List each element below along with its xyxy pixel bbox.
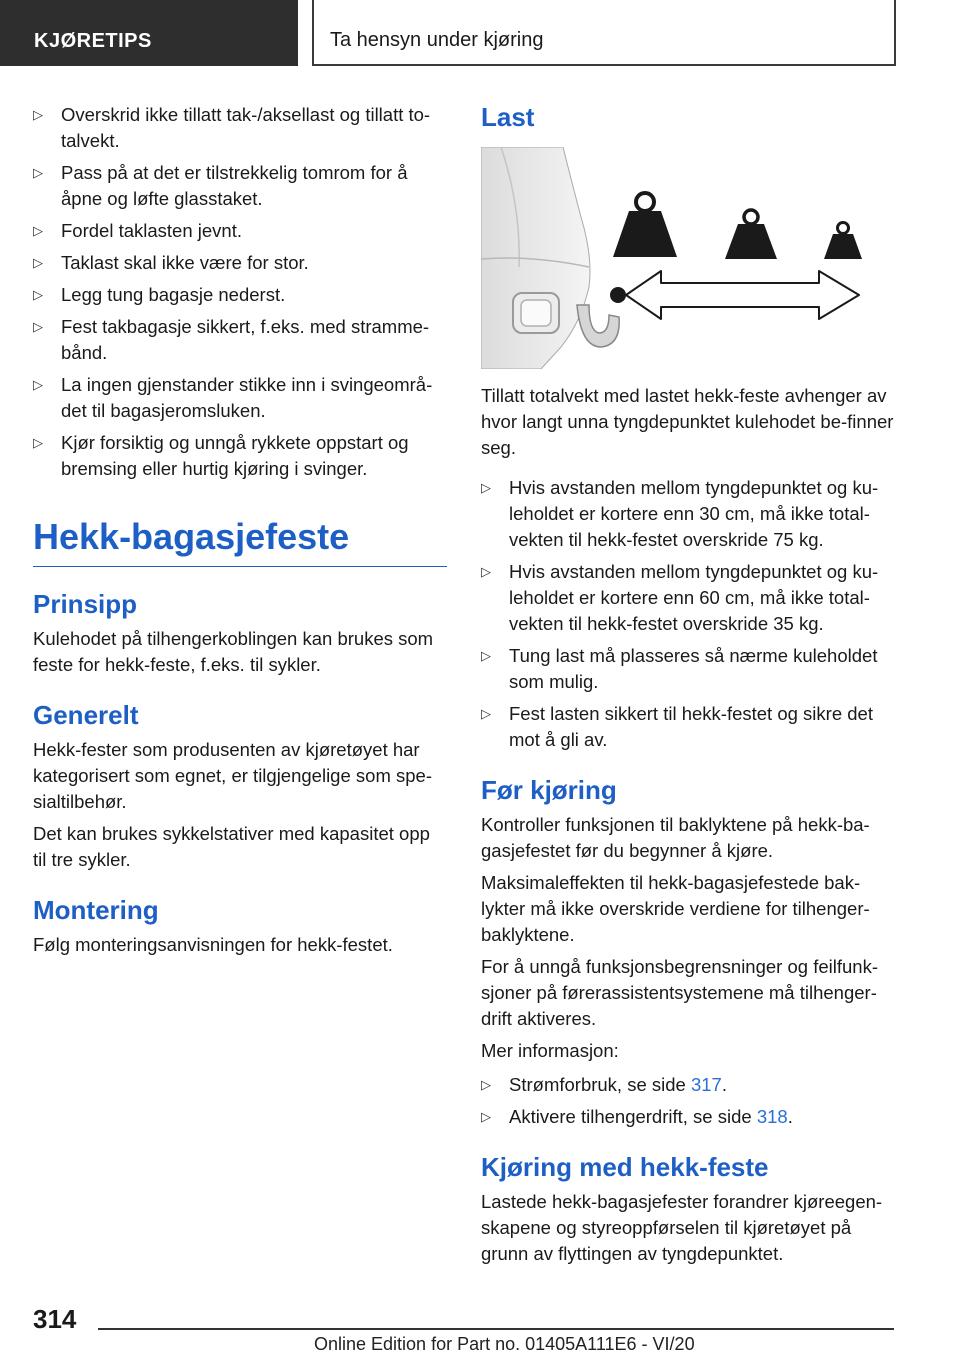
left-column [33, 102, 447, 964]
reference-bullets [481, 1072, 895, 1130]
triangle-bullet-icon: ▷ [481, 706, 491, 721]
triangle-bullet-icon: ▷ [33, 435, 43, 450]
generelt-text-1: Hekk-fester som produsenten av kjøretøyet har kategorisert som egnet, er tilgjengelige som spe-sialtilbehør. [33, 739, 432, 812]
montering-text: Følg monteringsanvisningen for hekk-festet. [33, 934, 393, 955]
triangle-bullet-icon: ▷ [481, 564, 491, 579]
kjoring-hekk-text: Lastede hekk-bagasjefester forandrer kjøreegen-skapene og styreoppførselen til kjøretøyet på grunn av flyttingen av tyngdepunktet. [481, 1191, 883, 1264]
page-footer [0, 1290, 960, 1362]
heading-generelt: Generelt [33, 700, 139, 730]
header-title: Ta hensyn under kjøring [312, 0, 896, 66]
tow-hook-shape [577, 305, 619, 347]
for-kjoring-text-1: Kontroller funksjonen til baklyktene på hekk-ba-gasjefestet før du begynner å kjøre. [481, 814, 870, 861]
list-item: ▷ Tung last må plasseres så nærme kuleholdet som mulig. [481, 645, 878, 692]
list-item: ▷ Fordel taklasten jevnt. [33, 218, 447, 244]
page-link-318[interactable]: 318 [756, 1106, 788, 1127]
right-column [481, 102, 895, 1273]
heading-for-kjoring: Før kjøring [481, 775, 617, 805]
triangle-bullet-icon: ▷ [33, 223, 43, 238]
tow-load-illustration [481, 147, 895, 369]
triangle-bullet-icon: ▷ [33, 287, 43, 302]
list-item: ▷ Fest takbagasje sikkert, f.eks. med stramme-bånd. [33, 316, 430, 363]
page-link-317[interactable]: 317 [690, 1074, 722, 1095]
prinsipp-text: Kulehodet på tilhengerkoblingen kan brukes som feste for hekk-feste, f.eks. til sykler. [33, 628, 434, 675]
triangle-bullet-icon: ▷ [33, 165, 43, 180]
for-kjoring-text-4: Mer informasjon: [481, 1040, 619, 1061]
triangle-bullet-icon: ▷ [481, 648, 491, 663]
weight-medium-icon [725, 210, 777, 259]
triangle-bullet-icon: ▷ [481, 480, 491, 495]
heading-montering: Montering [33, 895, 159, 925]
roof-load-bullets [33, 102, 447, 482]
list-item: ▷ Aktivere tilhengerdrift, se side 318. [481, 1104, 895, 1130]
heading-kjoring-hekk: Kjøring med hekk-feste [481, 1152, 769, 1182]
weight-large-icon [613, 193, 677, 257]
ball-head-marker [610, 287, 626, 303]
last-text: Tillatt totalvekt med lastet hekk-feste avhenger av hvor langt unna tyngdepunktet kulehodet be-finner seg. [481, 385, 894, 458]
list-item: ▷ Hvis avstanden mellom tyngdepunktet og ku-leholdet er kortere enn 30 cm, må ikke total-vekten til hekk-festet overskride 75 kg. [481, 477, 879, 550]
heading-last: Last [481, 102, 535, 132]
list-item: ▷ Overskrid ikke tillatt tak-/aksellast og tillatt to-talvekt. [33, 104, 431, 151]
triangle-bullet-icon: ▷ [481, 1109, 491, 1124]
list-item: ▷ Legg tung bagasje nederst. [33, 282, 447, 308]
triangle-bullet-icon: ▷ [33, 319, 43, 334]
page-number: 314 [33, 1304, 77, 1334]
triangle-bullet-icon: ▷ [33, 107, 43, 122]
weight-small-icon [824, 223, 862, 260]
generelt-text-2: Det kan brukes sykkelstativer med kapasitet opp til tre sykler. [33, 823, 430, 870]
chapter-title: Hekk-bagasjefeste [33, 516, 447, 567]
load-distance-diagram [481, 147, 895, 369]
page-header [0, 0, 960, 66]
list-item: ▷ Taklast skal ikke være for stor. [33, 250, 447, 276]
list-item: ▷ Kjør forsiktig og unngå rykkete oppstart og bremsing eller hurtig kjøring i svinger. [33, 432, 409, 479]
list-item: ▷ Strømforbruk, se side 317. [481, 1072, 895, 1098]
load-bullets [481, 475, 895, 753]
triangle-bullet-icon: ▷ [33, 377, 43, 392]
list-item: ▷ La ingen gjenstander stikke inn i svingeområ-det til bagasjeromsluken. [33, 374, 433, 421]
distance-arrow [626, 271, 859, 319]
triangle-bullet-icon: ▷ [33, 255, 43, 270]
list-item: ▷ Pass på at det er tilstrekkelig tomrom for å åpne og løfte glasstaket. [33, 162, 408, 209]
list-item: ▷ Hvis avstanden mellom tyngdepunktet og ku-leholdet er kortere enn 60 cm, må ikke total-vekten til hekk-festet overskride 35 kg. [481, 561, 879, 634]
edition-text: Online Edition for Part no. 01405A111E6 - VI/20 [314, 1334, 695, 1354]
footer-rule [98, 1328, 894, 1330]
list-item: ▷ Fest lasten sikkert til hekk-festet og sikre det mot å gli av. [481, 703, 873, 750]
for-kjoring-text-2: Maksimaleffekten til hekk-bagasjefestede bak-lykter må ikke overskride verdiene for tilhenger-baklyktene. [481, 872, 870, 945]
section-tab: KJØRETIPS [0, 0, 298, 66]
triangle-bullet-icon: ▷ [481, 1077, 491, 1092]
for-kjoring-text-3: For å unngå funksjonsbegrensninger og feilfunk-sjoner på førerassistentsystemene må tilhenger-drift aktiveres. [481, 956, 878, 1029]
heading-prinsipp: Prinsipp [33, 589, 138, 619]
